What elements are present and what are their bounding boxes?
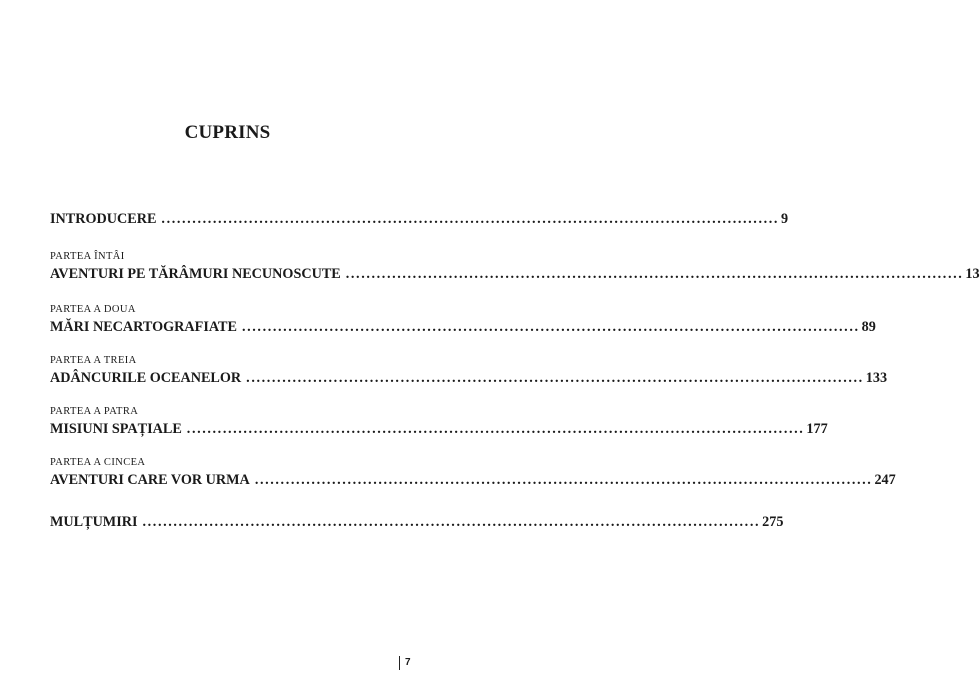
toc-leader-dots: ........................................................................................................................ [345, 266, 964, 282]
toc-entry-title: AVENTURI CARE VOR URMA [50, 472, 250, 488]
toc-entry-title: MULȚUMIRI [50, 514, 138, 530]
toc-leader-dots: ........................................................................................................................ [161, 211, 780, 227]
toc-entry-page: 89 [861, 319, 876, 335]
toc-entry-page: 247 [874, 472, 896, 488]
toc-entry-partea-a-treia[interactable] [50, 354, 888, 387]
page-title: CUPRINS [184, 122, 271, 143]
toc-part-label: PARTEA A DOUA [50, 304, 136, 315]
toc-part-label: PARTEA A TREIA [50, 355, 137, 366]
page-number: 7 [405, 657, 411, 668]
page-number-divider [399, 656, 400, 670]
toc-entry-introducere[interactable] [50, 210, 789, 228]
toc-part-label: PARTEA ÎNTÂI [50, 251, 125, 262]
toc-entry-page: 177 [806, 421, 828, 437]
toc-entry-page: 133 [865, 370, 888, 386]
toc-leader-dots: ........................................................................................................................ [142, 514, 761, 530]
toc-part-label: PARTEA A CINCEA [50, 457, 146, 468]
toc-entry-partea-intai[interactable] [50, 250, 980, 283]
toc-entry-partea-a-patra[interactable] [50, 405, 828, 438]
toc-entry-title: ADÂNCURILE OCEANELOR [50, 370, 242, 386]
toc-leader-dots: ........................................................................................................................ [241, 319, 860, 335]
toc-leader-dots: ........................................................................................................................ [254, 472, 873, 488]
toc-leader-dots: ........................................................................................................................ [186, 421, 805, 437]
toc-entry-multumiri[interactable] [50, 513, 784, 531]
toc-part-label: PARTEA A PATRA [50, 406, 139, 417]
toc-entry-title: MISIUNI SPAȚIALE [50, 421, 182, 437]
toc-entry-partea-a-doua[interactable] [50, 303, 876, 336]
toc-entry-title: AVENTURI PE TĂRÂMURI NECUNOSCUTE [50, 266, 341, 282]
toc-entry-title: MĂRI NECARTOGRAFIATE [50, 319, 237, 335]
toc-entry-page: 275 [762, 514, 784, 530]
toc-entry-page: 9 [781, 211, 789, 227]
toc-entry-partea-a-cincea[interactable] [50, 456, 896, 489]
toc-entry-page: 13 [965, 266, 980, 282]
toc-leader-dots: ........................................................................................................................ [246, 370, 864, 386]
toc-entry-title: INTRODUCERE [50, 211, 157, 227]
